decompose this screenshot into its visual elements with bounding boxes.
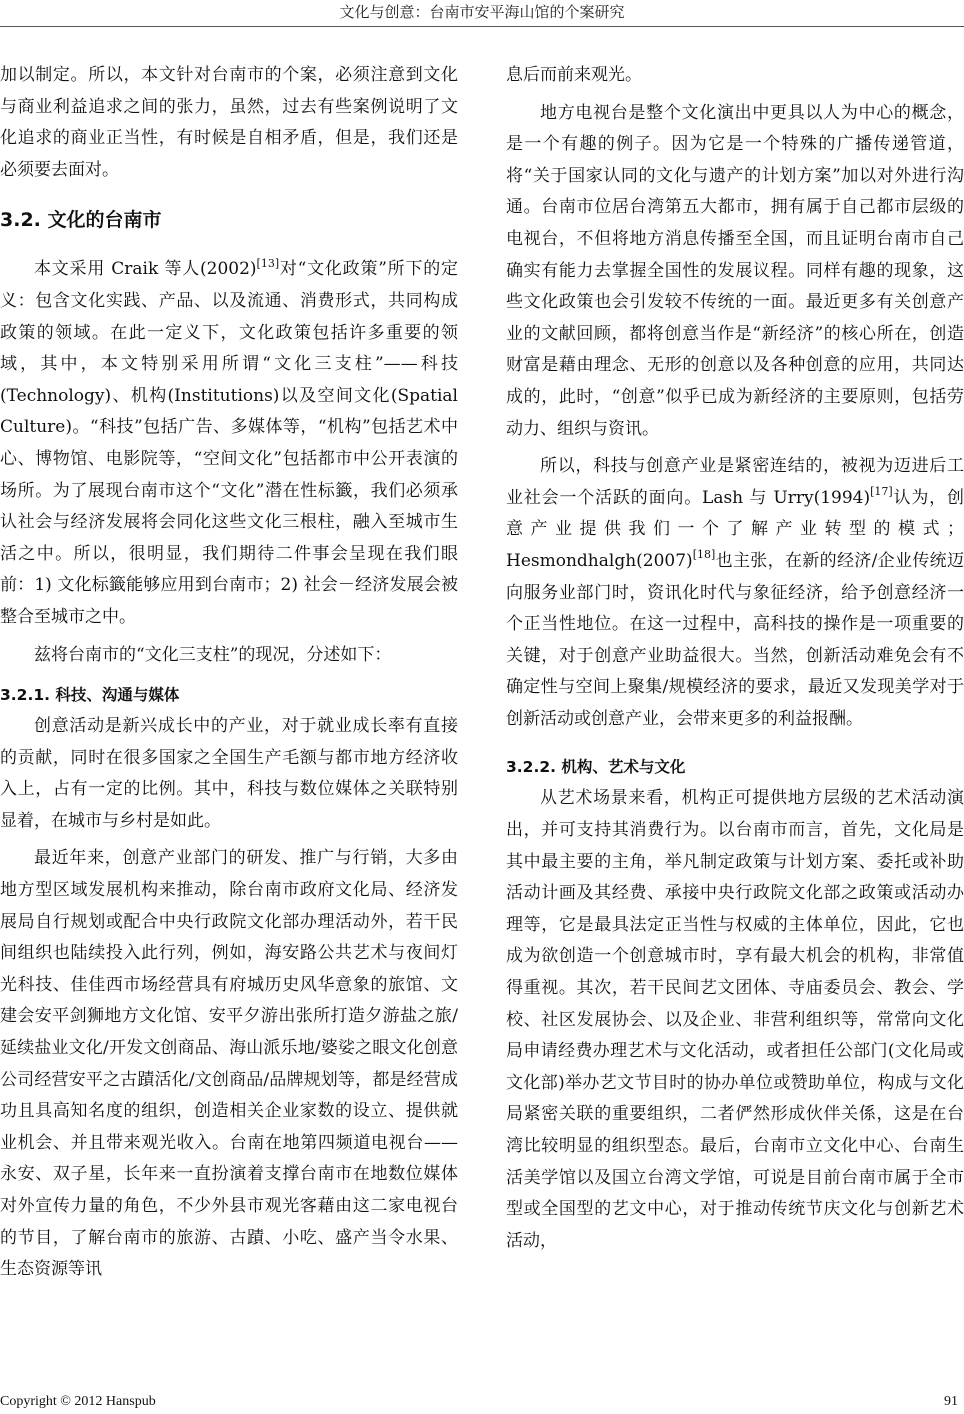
- paragraph-continuation: 加以制定。所以，本文针对台南市的个案，必须注意到文化与商业利益追求之间的张力，虽然，过去有些案例说明了文化追求的商业正当性，有时候是自相矛盾，但是，我们还是必须要去面对。: [0, 65, 458, 180]
- section-heading-3-2: 3.2. 文化的台南市: [0, 209, 162, 232]
- paragraph-local-tv: 地方电视台是整个文化演出中更具以人为中心的概念，是一个有趣的例子。因为它是一个特殊的广播传递管道，将“关于国家认同的文化与遗产的计划方案”加以对外进行沟通。台南市位居台湾第五大都市，拥有属于自己都市层级的电视台，不但将地方消息传播至全国，而且证明台南市自己确实有能力去掌握全国性的发展议程。同样有趣的现象，这些文化政策也会引发较不传统的一面。最近更多有关创意产业的文献回顾，都将创意当作是“新经济”的核心所在，创造财富是藉由理念、无形的创意以及各种创意的应用，共同达成的，此时，“创意”似乎已成为新经济的主要原则，包括劳动力、组织与资讯。: [506, 102, 964, 439]
- paragraph-continuation: 息后而前来观光。: [506, 65, 642, 85]
- left-column: [0, 60, 458, 1286]
- paragraph-text: 认为，创意产业提供我们一个了解产业转型的模式；Hesmondhalgh(2007): [506, 487, 964, 571]
- running-header: 文化与创意：台南市安平海山馆的个案研究: [339, 3, 625, 21]
- paragraph-intro: 兹将台南市的“文化三支柱”的现况，分述如下：: [34, 644, 392, 665]
- page-number: 91: [944, 1394, 958, 1409]
- paragraph-tech-creative: [506, 451, 964, 735]
- right-column: [506, 60, 964, 1257]
- header-rule: [0, 26, 964, 27]
- paragraph-text: 所以，科技与创意产业是紧密连结的，被视为迈进后工业社会一个活跃的面向。Lash 与 Urry(1994): [506, 456, 964, 508]
- citation-18: [18]: [692, 548, 716, 562]
- paragraph-definition: [0, 254, 458, 633]
- paragraph-creative-activity: 创意活动是新兴成长中的产业，对于就业成长率有直接的贡献，同时在很多国家之全国生产毛额与都市地方经济收入上，占有一定的比例。其中，科技与数位媒体之关联特别显着，在城市与乡村是如此。: [0, 716, 458, 831]
- paragraph-recent-years: 最近年来，创意产业部门的研发、推广与行销，大多由地方型区域发展机构来推动，除台南市政府文化局、经济发展局自行规划或配合中央行政院文化部办理活动外，若干民间组织也陆续投入此行列，例如，海安路公共艺术与夜间灯光科技、佳佳西市场经营具有府城历史风华意象的旅馆、文建会安平剑狮地方文化馆、安平夕游出张所打造夕游盐之旅/延续盐业文化/开发文创商品、海山派乐地/婆娑之眼文化创意公司经营安平之古蹟活化/文创商品/品牌规划等，都是经营成功且具高知名度的组织，创造相关企业家数的设立、提供就业机会、并且带来观光收入。台南在地第四频道电视台——永安、双子星，长年来一直扮演着支撑台南市在地数位媒体对外宣传力量的角色，不少外县市观光客藉由这二家电视台的节目，了解台南市的旅游、古蹟、小吃、盛产当令水果、生态资源等讯: [0, 848, 458, 1280]
- paragraph-text: 对“文化政策”所下的定义：包含文化实践、产品、以及流通、消费形式，共同构成政策的领域。在此一定义下，文化政策包括许多重要的领域，其中，本文特别采用所谓“文化三支柱”——科技(Technology)、机构(Institutions)以及空间文化(Spatial Culture)。“科技”包括广告、多媒体等，“机构”包括艺术中心、博物馆、电影院等，“空间文化”包括都市中公开表演的场所。为了展现台南市这个“文化”潜在性标籤，我们必须承认社会与经济发展将会同化这些文化三根柱，融入至城市生活之中。所以，很明显，我们期待二件事会呈现在我们眼前：1) 文化标籤能够应用到台南市；2) 社会－经济发展会被整合至城市之中。: [0, 259, 459, 627]
- section-heading-3-2-2: 3.2.2. 机构、艺术与文化: [506, 758, 686, 777]
- copyright-footer: Copyright © 2012 Hanspub: [0, 1394, 156, 1409]
- paragraph-institutions: 从艺术场景来看，机构正可提供地方层级的艺术活动演出，并可支持其消费行为。以台南市而言，首先，文化局是其中最主要的主角，举凡制定政策与计划方案、委托或补助活动计画及其经费、承接中央行政院文化部之政策或活动办理等，它是最具法定正当性与权威的主体单位，因此，它也成为欲创造一个创意城市时，享有最大机会的机构，非常值得重视。其次，若干民间艺文团体、寺庙委员会、教会、学校、社区发展协会、以及企业、非营利组织等，常常向文化局申请经费办理艺术与文化活动，或者担任公部门(文化局或文化部)举办艺文节目时的协办单位或赞助单位，构成与文化局紧密关联的重要组织，二者俨然形成伙伴关係，这是在台湾比较明显的组织型态。最后，台南市立文化中心、台南生活美学馆以及国立台湾文学馆，可说是目前台南市属于全市型或全国型的艺文中心，对于推动传统节庆文化与创新艺术活动，: [506, 788, 964, 1251]
- paragraph-text: 本文采用 Craik 等人(2002): [34, 259, 257, 280]
- citation-13: [13]: [256, 256, 280, 270]
- section-heading-3-2-1: 3.2.1. 科技、沟通与媒体: [0, 686, 180, 705]
- paragraph-text: 也主张，在新的经济/企业传统迈向服务业部门时，资讯化时代与象征经济，给予创意经济一个正当性地位。在这一过程中，高科技的操作是一项重要的关键，对于创意产业助益很大。当然，创新活动难免会有不确定性与空间上聚集/规模经济的要求，最近又发现美学对于创新活动或创意产业，会带来更多的利益报酬。: [506, 550, 964, 729]
- citation-17: [17]: [870, 485, 893, 499]
